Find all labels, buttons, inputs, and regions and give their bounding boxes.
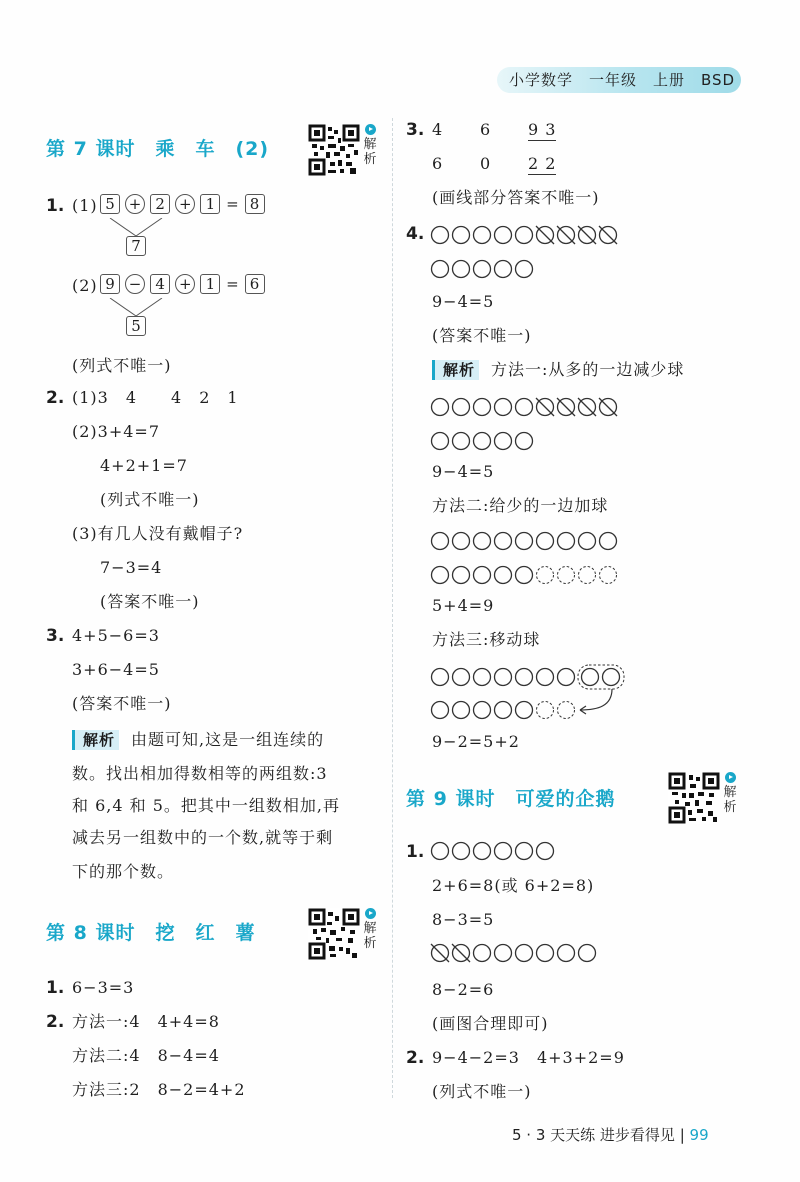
ball-row-5 (430, 430, 630, 452)
question-number: 1. (406, 842, 425, 862)
branch-lines (100, 298, 200, 318)
qr-explain-label[interactable]: 解析 (722, 772, 738, 815)
box-value: 1 (200, 194, 220, 214)
answer-line: 方法三:2 8−2=4+2 (72, 1080, 246, 1099)
sub-label: (2) (72, 276, 98, 295)
circle-operator: + (175, 274, 195, 294)
explanation-first-line: 解析 方法一:从多的一边减少球 (432, 360, 684, 380)
note: (列式不唯一) (72, 356, 172, 375)
equation-row-2 (100, 274, 265, 298)
note: (答案不唯一) (72, 694, 172, 713)
ball-row-9-with-4-crossed (430, 224, 630, 246)
question-number: 4. (406, 224, 425, 244)
answer-line: 5+4=9 (432, 596, 495, 615)
box-value: 5 (100, 194, 120, 214)
answer-line: (1)3 4 4 2 1 (72, 388, 239, 407)
sub-label: (1) (72, 196, 98, 215)
explanation-line: 减去另一组数中的一个数,就等于剩 (72, 828, 334, 847)
page-number: 99 (689, 1126, 709, 1144)
note: (答案不唯一) (432, 326, 532, 345)
branch-lines (100, 218, 200, 238)
answer-line: 8−2=6 (432, 980, 495, 999)
book-header: 小学数学 一年级 上册 BSD (497, 67, 741, 93)
question-number: 2. (46, 1012, 65, 1032)
method-line: 方法二:给少的一边加球 (432, 496, 609, 515)
answer-line: 9−4−2=3 4+3+2=9 (432, 1048, 625, 1067)
note: (画线部分答案不唯一) (432, 188, 600, 207)
question-number: 1. (46, 196, 65, 216)
answer-line: 9−4=5 (432, 292, 495, 311)
qr-explain-label[interactable]: 解析 (362, 908, 378, 951)
answer-line: 4+5−6=3 (72, 626, 160, 645)
underlined-answer: 2 2 (528, 154, 557, 173)
footer-slogan: 5 · 3 天天练 进步看得见 | (512, 1126, 685, 1144)
qr-code-icon[interactable] (668, 772, 720, 824)
sum-box: 7 (126, 236, 146, 256)
explanation-badge: 解析 (72, 730, 119, 750)
lesson7-title: 第 7 课时 乘 车 (2) (46, 138, 270, 160)
diff-box: 5 (126, 316, 146, 336)
answer-line: 2+6=8(或 6+2=8) (432, 876, 595, 895)
circle-operator: − (125, 274, 145, 294)
answer-line: 方法一:4 4+4=8 (72, 1012, 220, 1031)
ball-row-5-plus-4-dashed (430, 564, 630, 586)
note: (列式不唯一) (432, 1082, 532, 1101)
box-result: 8 (245, 194, 265, 214)
answer-line: 9−2=5+2 (432, 732, 520, 751)
note: (列式不唯一) (100, 490, 200, 509)
column-divider (392, 118, 393, 1098)
box-result: 6 (245, 274, 265, 294)
explanation-badge: 解析 (432, 360, 479, 380)
qr-code-icon[interactable] (308, 908, 360, 960)
answer-value: 4 (432, 120, 444, 139)
answer-line: (3)有几人没有戴帽子? (72, 524, 244, 543)
explanation-line: 和 6,4 和 5。把其中一组数相加,再 (72, 796, 340, 815)
ball-move-diagram (430, 660, 640, 722)
explanation-first-line: 解析 由题可知,这是一组连续的 (72, 730, 324, 750)
equals-sign: = (226, 275, 239, 293)
note: (画图合理即可) (432, 1014, 549, 1033)
answer-line: 8−3=5 (432, 910, 495, 929)
ball-row-8-with-2-crossed (430, 942, 630, 964)
box-value: 9 (100, 274, 120, 294)
play-icon (725, 772, 736, 783)
question-number: 3. (406, 120, 425, 140)
play-icon (365, 124, 376, 135)
answer-line: 6−3=3 (72, 978, 135, 997)
question-number: 2. (46, 388, 65, 408)
underlined-answer: 9 3 (528, 120, 557, 139)
play-icon (365, 908, 376, 919)
ball-row-5 (430, 258, 630, 280)
ball-row-9-with-4-crossed (430, 396, 630, 418)
explanation-line: 下的那个数。 (72, 862, 175, 881)
equation-row-1 (100, 194, 265, 218)
box-value: 2 (150, 194, 170, 214)
answer-line: 方法二:4 8−4=4 (72, 1046, 220, 1065)
question-number: 1. (46, 978, 65, 998)
lesson9-title: 第 9 课时 可爱的企鹅 (406, 788, 616, 810)
answer-value: 0 (480, 154, 492, 173)
equals-sign: = (226, 195, 239, 213)
answer-value: 6 (480, 120, 492, 139)
answer-line: 3+6−4=5 (72, 660, 160, 679)
circle-operator: + (175, 194, 195, 214)
footer (512, 1124, 709, 1145)
box-value: 4 (150, 274, 170, 294)
qr-explain-label[interactable]: 解析 (362, 124, 378, 167)
answer-value: 6 (432, 154, 444, 173)
ball-row-9 (430, 530, 630, 552)
answer-line: 7−3=4 (100, 558, 163, 577)
note: (答案不唯一) (100, 592, 200, 611)
box-value: 1 (200, 274, 220, 294)
answer-line: 9−4=5 (432, 462, 495, 481)
qr-code-icon[interactable] (308, 124, 360, 176)
ball-row-6 (430, 840, 570, 862)
circle-operator: + (125, 194, 145, 214)
answer-line: (2)3+4=7 (72, 422, 161, 441)
answer-line: 4+2+1=7 (100, 456, 188, 475)
method-line: 方法三:移动球 (432, 630, 541, 649)
explanation-line: 数。找出相加得数相等的两组数:3 (72, 764, 328, 783)
question-number: 2. (406, 1048, 425, 1068)
question-number: 3. (46, 626, 65, 646)
lesson8-title: 第 8 课时 挖 红 薯 (46, 922, 256, 944)
